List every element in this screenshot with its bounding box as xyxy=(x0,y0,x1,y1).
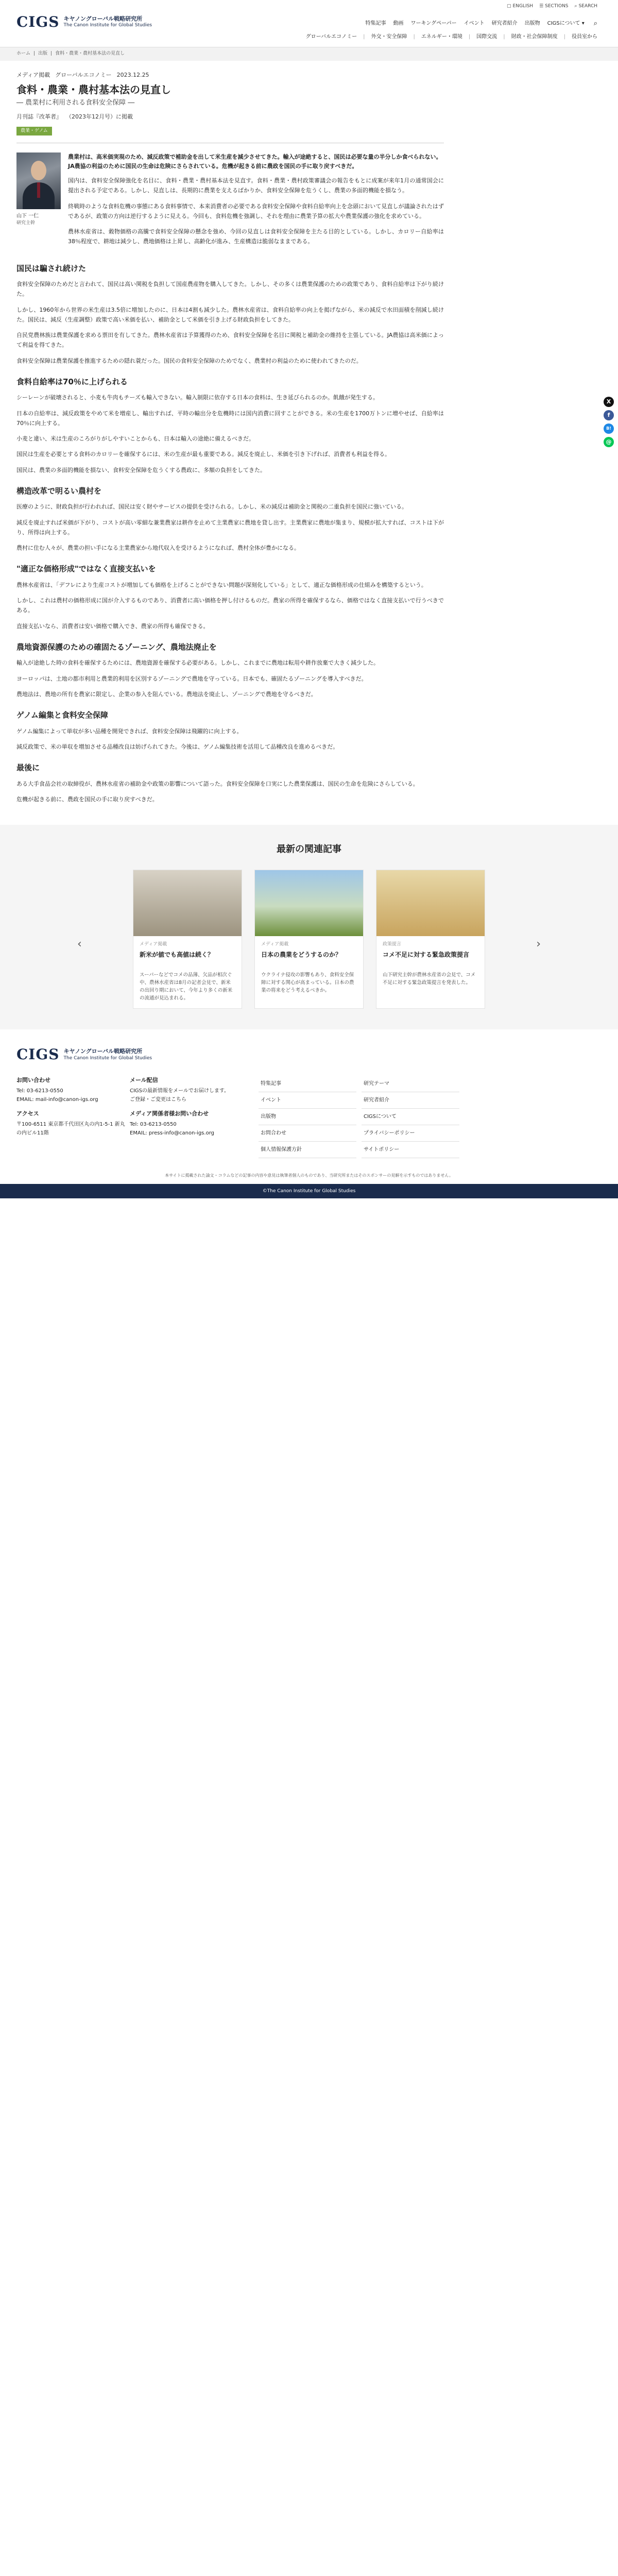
address-label: アクセス xyxy=(16,1110,39,1117)
article-body xyxy=(16,263,444,805)
related-card[interactable] xyxy=(133,870,242,1009)
footer-link[interactable]: 出版物 xyxy=(259,1109,356,1125)
related-heading: 最新の関連記事 xyxy=(277,844,341,855)
rice-bags-image xyxy=(133,870,242,936)
related-articles xyxy=(0,825,618,1029)
footer-link[interactable]: プライバシーポリシー xyxy=(362,1125,459,1142)
inquiries-email[interactable]: EMAIL: mail-info@canon-igs.org xyxy=(16,1097,98,1103)
publication-info xyxy=(16,113,444,122)
section-heading: 国民は騙され続けた xyxy=(16,263,87,273)
topic-nav: グローバルエコノミー | 外交・安全保障 | エネルギー・環境 | 国際交流 | 財政・社会保障制度 | 役員室から xyxy=(305,34,597,40)
section-heading: "適正な価格形成"ではなく直接支払いを xyxy=(16,564,156,574)
breadcrumb-publications[interactable]: 出版 xyxy=(38,51,48,57)
paragraph: 国内は、食料安全保障強化を名目に、食料・農業・農村基本法を見直す。食料・農業・農村政策審議会の報告をもとに成案が来年1月の通常国会に提出される予定である。しかし、見直しは、長期的に農業を支えるばかりか、食料安全保障を危うくし、農業の多面的機能を損なう。 xyxy=(68,177,444,194)
mail-desc: CIGSの最新情報をメールでお届けします。 xyxy=(130,1088,230,1094)
author-title: 研究主幹 xyxy=(16,221,36,226)
paragraph: 農林水産省は、「デフレにより生産コストが増加しても価格を上げることができない問題が深刻化している」として、適正な価格形成の仕組みを構築するという。 xyxy=(16,581,427,588)
footer-link[interactable]: 研究者紹介 xyxy=(362,1092,459,1109)
paragraph: 減反政策で、米の単収を増加させる品種改良は妨げられてきた。今後は、ゲノム編集技術を活用して品種改良を進めるべきだ。 xyxy=(16,743,339,750)
mail-link[interactable]: ご登録・ご変更はこちら xyxy=(130,1097,186,1103)
share-bar xyxy=(604,397,614,447)
next-arrow-icon[interactable]: › xyxy=(536,938,541,951)
site-footer xyxy=(0,1029,618,1198)
nav-executive[interactable]: 役員室から xyxy=(572,34,597,40)
footer-mail xyxy=(130,1076,243,1158)
footer-disclaimer: 本サイトに掲載された論文・コラムなどの記事の内容や意見は執筆者個人のものであり、当研究所またはそのスポンサーの見解を示すものではありません。 xyxy=(165,1173,453,1178)
logo-mark: CIGS xyxy=(16,13,60,30)
intro-text xyxy=(68,152,444,252)
paragraph: 食料安全保障は農業保護を推進するための隠れ蓑だった。国民の食料安全保障のためでなく、農業村の利益のために使われてきたのだ。 xyxy=(16,357,362,364)
section-heading: 農地資源保護のための確固たるゾーニング、農地法廃止を xyxy=(16,642,217,652)
footer-contact xyxy=(16,1076,130,1158)
article-intro xyxy=(16,152,444,252)
article xyxy=(16,71,444,804)
paragraph: しかし、これは農村の価格形成に国が介入するものであり、消費者に高い価格を押し付けるものだ。農家の所得を確保するなら、価格ではなく直接支払いで行うべきである。 xyxy=(16,597,444,614)
paragraph: ヨーロッパは、土地の都市利用と農業的利用を区別するゾーニングで農地を守っている。日本でも、確固たるゾーニングを導入すべきだ。 xyxy=(16,675,367,682)
search-icon[interactable]: ⌕ xyxy=(593,20,597,27)
article-lead: 農業村は、高米価実現のため、減反政策で補助金を出して米生産を減少させてきた。輸入が途絶すると、国民は必要な量の半分しか食べられない。JA農協の利益のために国民の生命は危険にさらされている。危機が起きる前に農政を国民の手に取り戻すべきだ。 xyxy=(68,154,442,170)
site-header xyxy=(0,0,618,47)
article-subtitle: ― 農業村に利用される食料安全保障 ― xyxy=(16,98,135,107)
paragraph: 農地法は、農地の所有を農家に限定し、企業の参入を阻んでいる。農地法を廃止し、ゾーニングで農地を守るべきだ。 xyxy=(16,690,317,698)
author-name[interactable]: 山下 一仁 xyxy=(16,213,39,219)
logo-text: キヤノングローバル戦略研究所 The Canon Institute for Global Studies xyxy=(63,15,152,28)
related-cards xyxy=(0,870,618,1009)
english-link[interactable]: ▢ ENGLISH xyxy=(507,4,534,9)
prev-arrow-icon[interactable]: ‹ xyxy=(77,938,82,951)
paragraph: ゲノム編集によって単収が多い品種を開発できれば、食料安全保障は飛躍的に向上する。 xyxy=(16,727,243,735)
nav-publications[interactable]: 出版物 xyxy=(524,21,540,27)
paragraph: 輸入が途絶した時の食料を確保するためには、農地資源を確保する必要がある。しかし、これまでに農地は転用や耕作放棄で大きく減少した。 xyxy=(16,659,379,667)
paragraph: 食料安全保障のためだと言われて、国民は高い関税を負担して国産農産物を購入してきた。しかし、その多くは農業保護のための政策であり、食料自給率は下がり続けた。 xyxy=(16,281,444,298)
address: 〒100-6511 東京都千代田区丸の内1-5-1 新丸の内ビル11階 xyxy=(16,1121,125,1136)
card-desc: スーパーなどでコメの品薄、欠品が相次ぐ中、農林水産省は8月の記者会見で、新米の出回り期において、今年より多くの新米の流通が見込まれる。 xyxy=(140,972,233,1002)
mail-label: メール配信 xyxy=(130,1077,158,1084)
footer-link[interactable]: イベント xyxy=(259,1092,356,1109)
footer-link[interactable]: サイトポリシー xyxy=(362,1142,459,1158)
paragraph: 国民は生産を必要とする食料のカロリーを確保するには、米の生産が最も重要である。減反を廃止し、米価を引き下げれば、消費者も利益を得る。 xyxy=(16,451,390,458)
footer-link[interactable]: 特集記事 xyxy=(259,1076,356,1092)
inquiries-label: お問い合わせ xyxy=(16,1077,50,1084)
section-heading: ゲノム編集と食料安全保障 xyxy=(16,710,108,720)
card-title: 新米が値でも高値は続く？ xyxy=(140,951,214,958)
main-nav xyxy=(365,19,597,29)
paragraph: 日本の自給率は、減反政策をやめて米を増産し、輸出すれば、平時の輸出分を危機時には国内消費に回すことができる。米の生産を1700万トンに増やせば、自給率は70％に向上する。 xyxy=(16,410,444,427)
paragraph: しかし、1960年から世界の米生産は3.5倍に増加したのに、日本は4割も減少した。農林水産省は、食料自給率の向上を掲げながら、米の減反で水田面積を削減し続けた。国民は、減反（生産調整）政策で高い米価を払い、補助金として米価を引き上げる財政負担をしてきた。 xyxy=(16,306,444,323)
article-date: 2023.12.25 xyxy=(116,72,149,78)
nav-researchers[interactable]: 研究者紹介 xyxy=(491,21,518,27)
facebook-share-icon[interactable]: f xyxy=(604,410,614,420)
paragraph: 農村に住む人々が、農業の担い手になる主業農家から地代収入を受けるようになれば、農村全体が豊かになる。 xyxy=(16,545,300,552)
card-desc: 山下研究主幹が農林水産省の会見で、コメ不足に対する緊急政策提言を発表した。 xyxy=(383,972,476,986)
paragraph: ある大手食品会社の取締役が、農林水産省の補助金や政策の影響について語った。食料安全保障を口実にした農業保護は、国民の生命を危険にさらしている。 xyxy=(16,780,419,787)
footer-link[interactable]: CIGSについて xyxy=(362,1109,459,1125)
footer-link[interactable]: お問合わせ xyxy=(259,1125,356,1142)
topic-tag[interactable]: 農業・ゲノム xyxy=(16,127,52,136)
article-section[interactable]: グローバルエコノミー xyxy=(55,72,112,78)
section-heading: 最後に xyxy=(16,763,40,773)
article-category: メディア掲載 xyxy=(16,72,50,78)
media-tel: Tel: 03-6213-0550 xyxy=(130,1121,177,1127)
paragraph: シーレーンが破壊されると、小麦も牛肉もチーズも輸入できない。輸入制限に依存する日本の食料は、生き延びられるのか。飢餓が発生する。 xyxy=(16,394,379,401)
related-card[interactable] xyxy=(376,870,485,1009)
utility-nav xyxy=(507,3,597,10)
nav-global-economy[interactable]: グローバルエコノミー xyxy=(305,34,357,40)
footer-logo[interactable]: CIGS キヤノングローバル戦略研究所 The Canon Institute for Global Studies xyxy=(16,1046,152,1063)
line-share-icon[interactable]: @ xyxy=(604,437,614,447)
author-photo xyxy=(16,152,61,209)
article-meta xyxy=(16,71,444,80)
copyright: ©The Canon Institute for Global Studies xyxy=(0,1184,618,1198)
breadcrumb: ホーム | 出版 | 食料・農業・農村基本法の見直し xyxy=(0,47,618,61)
section-heading: 食料自給率は70％に上げられる xyxy=(16,377,128,386)
breadcrumb-current: 食料・農業・農村基本法の見直し xyxy=(55,51,125,57)
nav-energy[interactable]: エネルギー・環境 xyxy=(421,34,462,40)
paragraph: 終戦時のような食料危機の事態にある食料事情で、本来消費者の必要である食料安全保障や食料自給率向上を念頭において見直しが議論されたはずであるが、政策の方向は逆行するように見える。今回も、食料危機を強調し、それを理由に農業予算の拡大や農業保護の強化を求めている。 xyxy=(68,202,444,219)
publication-name: 月刊誌『改革者』 xyxy=(16,113,62,120)
related-card[interactable] xyxy=(254,870,364,1009)
card-desc: ウクライナ侵攻の影響もあり、食料安全保障に対する関心が高まっている。日本の農業の将来をどう考えるべきか。 xyxy=(261,972,354,994)
paragraph: 直接支払いなら、消費者は安い価格で購入でき、農家の所得も確保できる。 xyxy=(16,622,209,630)
paragraph: 国民は、農業の多面的機能を損ない、食料安全保障を危うくする農政に、多額の負担をしてきた。 xyxy=(16,466,266,473)
nav-features[interactable]: 特集記事 xyxy=(365,21,386,27)
x-share-icon[interactable]: X xyxy=(604,397,614,407)
card-title: コメ不足に対する緊急政策提言 xyxy=(383,951,470,958)
rice-field-image xyxy=(255,870,363,936)
card-category: メディア掲載 xyxy=(261,942,289,947)
paragraph: 小麦と違い、米は生産のころがりがしやすいことからも、日本は輸入の途絶に備えるべきだ。 xyxy=(16,435,254,443)
inquiries-tel: Tel: 03-6213-0550 xyxy=(16,1088,63,1094)
article-title: 食料・農業・農村基本法の見直し xyxy=(16,83,171,96)
paragraph: 自民党農林族は農業保護を求める票田を有してきた。農林水産省は予算獲得のため、食料安全保障を名目に関税と補助金の維持を主張している。JA農協は高米価によって利益を得てきた。 xyxy=(16,332,444,349)
sections-link[interactable]: ☰ SECTIONS xyxy=(539,4,569,9)
card-title: 日本の農業をどうするのか？ xyxy=(261,951,342,958)
nav-about[interactable]: CIGSについて ▾ xyxy=(547,21,585,27)
media-email[interactable]: EMAIL: press-info@canon-igs.org xyxy=(130,1130,214,1136)
nav-fiscal[interactable]: 財政・社会保障制度 xyxy=(511,34,558,40)
footer-link[interactable]: 研究テーマ xyxy=(362,1076,459,1092)
section-heading: 構造改革で明るい農村を xyxy=(16,486,102,496)
hatena-share-icon[interactable]: B! xyxy=(604,423,614,434)
footer-links xyxy=(259,1076,465,1158)
nav-working-papers[interactable]: ワーキングペーパー xyxy=(410,21,457,27)
paragraph: 減反を廃止すれば米価が下がり、コストが高い零細な兼業農家は耕作を止めて主業農家に農地を貸し出す。主業農家に農地が集まり、規模が拡大すれば、コストは下がり、所得は向上する。 xyxy=(16,519,444,536)
media-label: メディア関係者様お問い合わせ xyxy=(130,1110,209,1117)
breadcrumb-home[interactable]: ホーム xyxy=(16,51,31,57)
paragraph: 農林水産省は、穀物価格の高騰で食料安全保障の懸念を強め、今回の見直しは食料安全保障を主たる目的としている。しかし、カロリー自給率は38％程度で、耕地は減少し、農地価格は上昇し、高齢化が進み、生産構造は脆弱なままである。 xyxy=(68,228,444,245)
card-category: メディア掲載 xyxy=(140,942,167,947)
paragraph: 医療のように、財政負担が行われれば、国民は安く財やサービスの提供を受けられる。しかし、米の減反は補助金と関税の二重負担を国民に強いている。 xyxy=(16,503,407,511)
nav-events[interactable]: イベント xyxy=(464,21,485,27)
nav-diplomacy[interactable]: 外交・安全保障 xyxy=(371,34,407,40)
card-category: 政策提言 xyxy=(383,942,402,947)
search-link[interactable]: ⌕ SEARCH xyxy=(574,4,597,9)
footer-link[interactable]: 個人情報保護方針 xyxy=(259,1142,356,1158)
rice-grains-image xyxy=(376,870,485,936)
author-block xyxy=(16,152,68,252)
footer-columns xyxy=(16,1076,602,1158)
nav-videos[interactable]: 動画 xyxy=(393,21,404,27)
paragraph: 危機が起きる前に、農政を国民の手に取り戻すべきだ。 xyxy=(16,795,158,803)
publication-issue: （2023年12月号）に掲載 xyxy=(66,113,133,120)
site-logo[interactable] xyxy=(16,11,152,33)
nav-intl-exchange[interactable]: 国際交流 xyxy=(476,34,497,40)
